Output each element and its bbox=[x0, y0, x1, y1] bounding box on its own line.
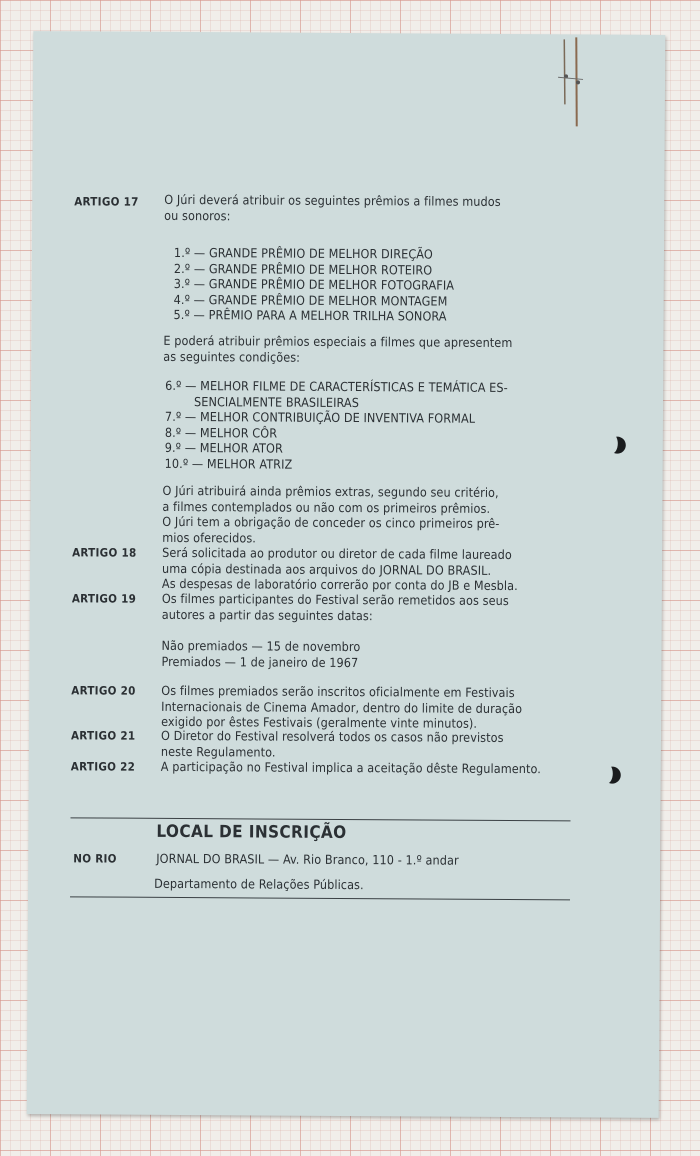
list-item: SENCIALMENTE BRASILEIRAS bbox=[194, 393, 360, 410]
artigo-22-text: A participação no Festival implica a aceitação dêste Regulamento. bbox=[160, 758, 542, 777]
list-item: 8.º — MELHOR CÔR bbox=[164, 424, 278, 441]
list-item: 2.º — GRANDE PRÊMIO DE MELHOR ROTEIRO bbox=[173, 260, 433, 278]
artigo-20-text: Os filmes premiados serão inscritos oficialmente em Festivais Internacionais de Cinema Amador, dentro do limite de duração exigido por êstes Festivais (geralmente vinte minutos). bbox=[161, 682, 523, 731]
list-item: 9.º — MELHOR ATOR bbox=[164, 439, 283, 456]
address-line-1: JORNAL DO BRASIL — Av. Rio Branco, 110 - 1.º andar bbox=[156, 850, 459, 868]
extra-prizes-text: O Júri atribuirá ainda prêmios extras, segundo seu critério, a filmes contemplados ou não com os primeiros prêmios. O Júri tem a obrigação de conceder os cinco primeiros prê- mios oferecidos. bbox=[162, 482, 500, 545]
artigo-17-label: ARTIGO 17 bbox=[74, 194, 139, 209]
artigo-20-label: ARTIGO 20 bbox=[71, 683, 136, 698]
artigo-21-label: ARTIGO 21 bbox=[70, 728, 136, 743]
list-item: Não premiados — 15 de novembro bbox=[161, 637, 361, 655]
punch-hole-icon bbox=[609, 437, 626, 454]
section-heading: LOCAL DE INSCRIÇÃO bbox=[156, 821, 347, 844]
location-label: NO RIO bbox=[73, 851, 117, 866]
list-item: 5.º — PRÊMIO PARA A MELHOR TRILHA SONORA bbox=[173, 306, 447, 324]
special-prizes-intro: E poderá atribuir prêmios especiais a filmes que apresentem as seguintes condições: bbox=[163, 332, 513, 365]
list-item: 3.º — GRANDE PRÊMIO DE MELHOR FOTOGRAFIA bbox=[173, 275, 455, 293]
artigo-18-label: ARTIGO 18 bbox=[72, 545, 137, 560]
special-prizes-list bbox=[165, 378, 508, 473]
list-item: 4.º — GRANDE PRÊMIO DE MELHOR MONTAGEM bbox=[173, 291, 448, 309]
artigo-19-label: ARTIGO 19 bbox=[71, 591, 137, 606]
artigo-19-text: Os filmes participantes do Festival serão remetidos aos seus autores a partir das seguintes datas: bbox=[161, 590, 509, 623]
punch-hole-icon bbox=[604, 767, 621, 784]
list-item: 7.º — MELHOR CONTRIBUIÇÃO DE INVENTIVA FORMAL bbox=[164, 408, 476, 426]
artigo-21-text: O Diretor do Festival resolverá todos os casos não previstos neste Regulamento. bbox=[160, 727, 504, 760]
list-item: Premiados — 1 de janeiro de 1967 bbox=[161, 653, 359, 670]
list-item: 10.º — MELHOR ATRIZ bbox=[164, 455, 293, 472]
divider-bottom bbox=[70, 896, 570, 900]
artigo-19-dates bbox=[161, 638, 360, 670]
address-line-2: Departamento de Relações Públicas. bbox=[154, 875, 364, 893]
list-item: 6.º — MELHOR FILME DE CARACTERÍSTICAS E TEMÁTICA ES- bbox=[165, 377, 508, 395]
divider-top bbox=[71, 817, 571, 821]
main-prizes-list bbox=[174, 245, 455, 324]
artigo-18-text: Será solicitada ao produtor ou diretor de cada filme laureado uma cópia destinada aos arquivos do JORNAL DO BRASIL. As despesas de laboratório correrão por conta do JB e Mesbla. bbox=[161, 544, 518, 594]
tape-mark-icon bbox=[558, 34, 589, 129]
document-sheet bbox=[27, 31, 666, 1118]
artigo-17-intro: O Júri deverá atribuir os seguintes prêmios a filmes mudos ou sonoros: bbox=[164, 191, 501, 223]
list-item: 1.º — GRANDE PRÊMIO DE MELHOR DIREÇÃO bbox=[173, 244, 433, 262]
artigo-22-label: ARTIGO 22 bbox=[70, 759, 136, 774]
